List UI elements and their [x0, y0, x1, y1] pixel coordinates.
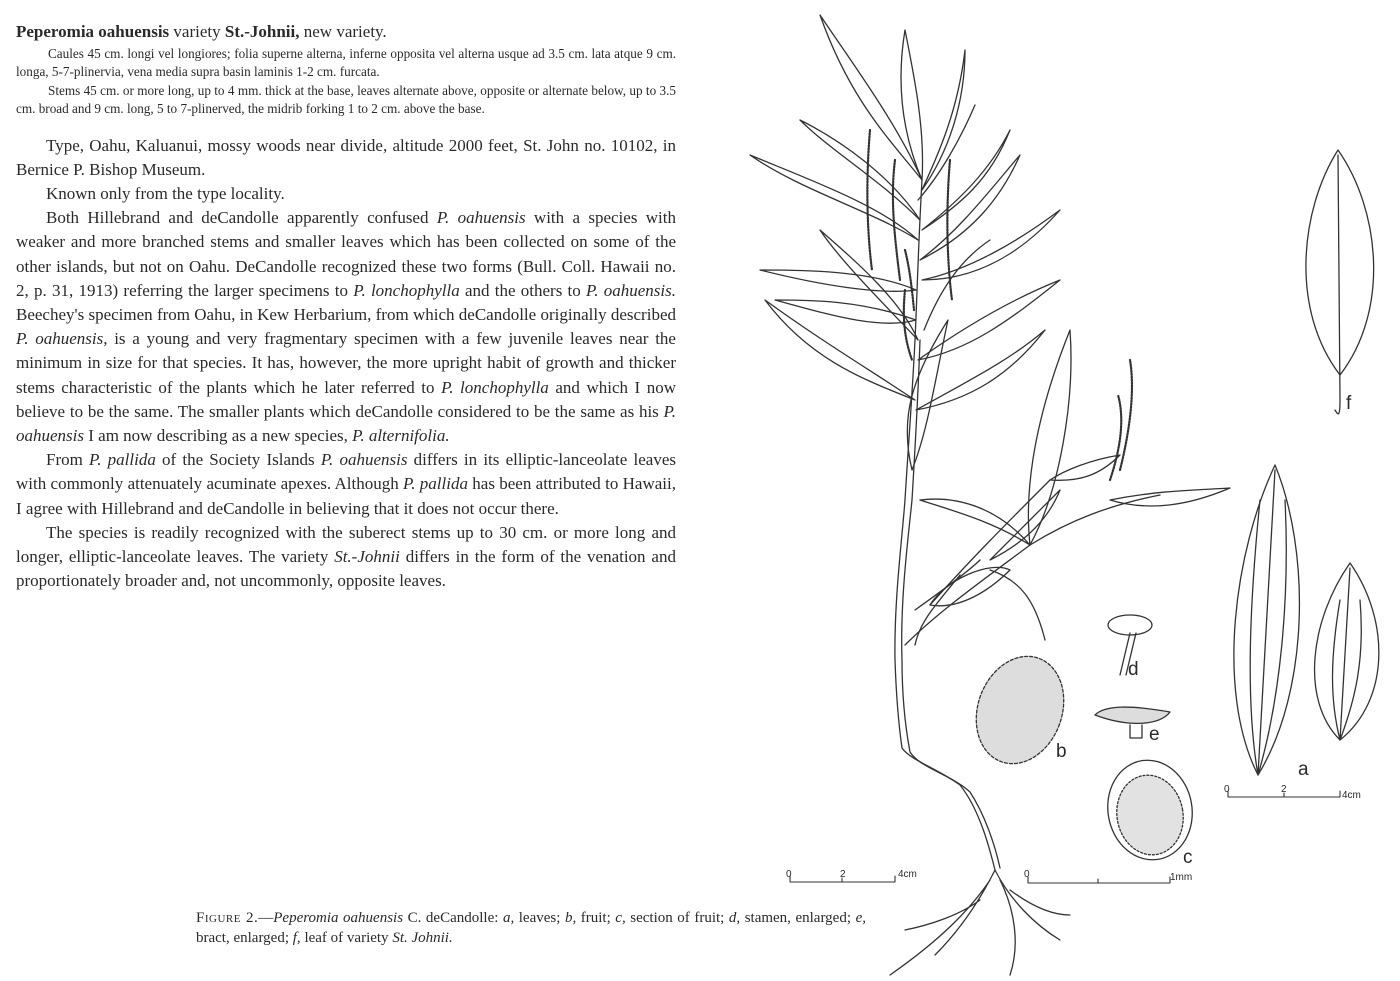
bract-e: [1095, 707, 1170, 723]
text-column: [16, 22, 676, 593]
p3-taxon-f: P. oahuensis.: [586, 280, 676, 300]
scale-leaves-2: 2: [1281, 784, 1287, 795]
label-c: c: [1183, 847, 1193, 868]
scale-leaves-4: 4cm: [1342, 790, 1361, 801]
scale-plant-0: 0: [786, 869, 792, 880]
p3-taxon-h: P. oahuensis,: [16, 329, 108, 349]
leaf-a-2: [1315, 563, 1379, 740]
leaf-a-2-vein: [1333, 568, 1362, 740]
scale-plant-4: 4cm: [898, 869, 917, 880]
caption-key-b: b,: [564, 910, 577, 926]
p4-text-c: of the Society Islands: [155, 450, 321, 470]
scale-detail-1mm: 1mm: [1170, 872, 1193, 883]
heading-status: new variety.: [299, 22, 387, 41]
species-heading: [16, 22, 676, 42]
caption-text-b: fruit;: [576, 910, 616, 926]
p4-text-a: From: [46, 450, 90, 470]
scale-plant-2: 2: [840, 869, 846, 880]
caption-text-a: leaves;: [514, 910, 565, 926]
scale-bar-leaves: [1224, 784, 1361, 801]
type-paragraph: Type, Oahu, Kaluanui, mossy woods near divide, altitude 2000 feet, St. John no. 10102, in Bernice P. Bishop Museum.: [16, 135, 676, 179]
scale-bar-plant: [786, 869, 917, 882]
confusion-paragraph: [16, 206, 676, 448]
heading-variety-name: St.-Johnii,: [224, 22, 300, 41]
caption-key-f: f,: [292, 930, 301, 946]
p3-text-c: with a species with weaker and more branched stems and smaller leaves which has been collected on some of the other islands, but not on Oahu. DeCandolle recognized these two forms (Bull. Coll. Hawaii no. 2, p. 31, 1913) referring the larger specimens to: [16, 208, 676, 300]
comparison-paragraph: [16, 448, 676, 521]
p4-taxon-b: P. pallida: [89, 450, 156, 470]
figure-caption: [196, 908, 866, 948]
p3-text-e: and the others to: [459, 280, 587, 300]
heading-variety-word: variety: [169, 22, 225, 41]
p4-text-e: differs in its elliptic-lanceolate leaves with commonly attenuately acuminate apexes. Although: [16, 450, 676, 494]
caption-dash: —: [258, 910, 274, 926]
p4-taxon-f: P. pallida: [403, 474, 468, 494]
caption-key-a: a,: [502, 910, 515, 926]
caption-text-d: stamen, enlarged;: [740, 910, 856, 926]
latin-description: Caules 45 cm. longi vel longiores; folia superne alterna, inferne opposita vel alterna usque ad 3.5 cm. lata atque 9 cm. longa, 5-7-plinervia, vena media supra basin laminis 1-2 cm. furcata.: [16, 46, 676, 80]
caption-text-c: section of fruit;: [625, 910, 729, 926]
scale-leaves-0: 0: [1224, 784, 1230, 795]
label-d: d: [1128, 659, 1139, 680]
p5-variety-b: St.-Johnii: [334, 547, 400, 567]
label-a: a: [1298, 759, 1309, 780]
p4-taxon-d: P. oahuensis: [320, 450, 408, 470]
p3-taxon-l: P. oahuensis: [16, 401, 676, 446]
caption-key-c: c,: [615, 910, 626, 926]
scale-detail-0: 0: [1024, 869, 1030, 880]
p3-text-m: I am now describing as a new species,: [84, 426, 353, 446]
heading-species-name: Peperomia oahuensis: [16, 22, 170, 41]
leaf-f-vein: [1335, 155, 1340, 414]
p3-taxon-b: P. oahuensis: [436, 208, 526, 228]
p5-text-a: The species is readily recognized with the suberect stems up to 30 cm. or more long and longer, elliptic-lanceolate leaves. The variety: [16, 522, 676, 567]
caption-text-e: bract, enlarged;: [196, 930, 293, 946]
p3-taxon-d: P. lonchophylla: [353, 280, 460, 300]
p3-text-a: Both Hillebrand and deCandolle apparently confused: [46, 208, 437, 228]
botanical-illustration: [690, 0, 1400, 981]
p4-text-g: has been attributed to Hawaii, I agree with Hillebrand and deCandolle in believing that it does not occur there.: [16, 474, 676, 518]
p3-taxon-j: P. lonchophylla: [441, 377, 549, 397]
plant-leaves: [750, 15, 1230, 645]
p3-text-g: Beechey's specimen from Oahu, in Kew Herbarium, from which deCandolle originally described: [16, 305, 676, 325]
stamen-d: [1108, 615, 1152, 635]
label-f: f: [1346, 393, 1352, 414]
scale-bar-detail: [1024, 869, 1192, 883]
caption-key-e: e,: [855, 910, 866, 926]
illustration-svg: [690, 0, 1400, 981]
caption-text-f: leaf of variety: [300, 930, 393, 946]
p3-text-i: is a young and very fragmentary specimen with a few juvenile leaves near the minimum in size for that species. It has, however, the more upright habit of growth and thicker stems characteristic of the plants which he later referred to: [16, 329, 676, 397]
label-e: e: [1149, 724, 1160, 745]
p3-text-k: and which I now believe to be the same. The smaller plants which deCandolle considered to be the same as his: [16, 377, 677, 421]
caption-authority: C. deCandolle:: [403, 910, 503, 926]
caption-variety-name: St. Johnii.: [392, 930, 453, 946]
bract-e-stalk: [1130, 725, 1142, 738]
caption-key-d: d,: [728, 910, 741, 926]
english-description: Stems 45 cm. or more long, up to 4 mm. thick at the base, leaves alternate above, opposite or alternate below, up to 3.5 cm. broad and 9 cm. long, 5 to 7-plinerved, the midrib forking 1 to 2 cm. above the base.: [16, 82, 676, 117]
caption-figure-number: Figure 2.: [196, 910, 259, 926]
p5-text-c: differs in the form of the venation and proportionately broader and, not uncommonly, opposite leaves.: [16, 547, 676, 591]
caption-species: Peperomia oahuensis: [273, 910, 404, 926]
roots: [890, 870, 1070, 975]
recognition-paragraph: [16, 521, 676, 594]
label-b: b: [1056, 741, 1067, 762]
known-paragraph: Known only from the type locality.: [46, 184, 285, 204]
p3-taxon-n: P. alternifolia.: [352, 426, 450, 446]
